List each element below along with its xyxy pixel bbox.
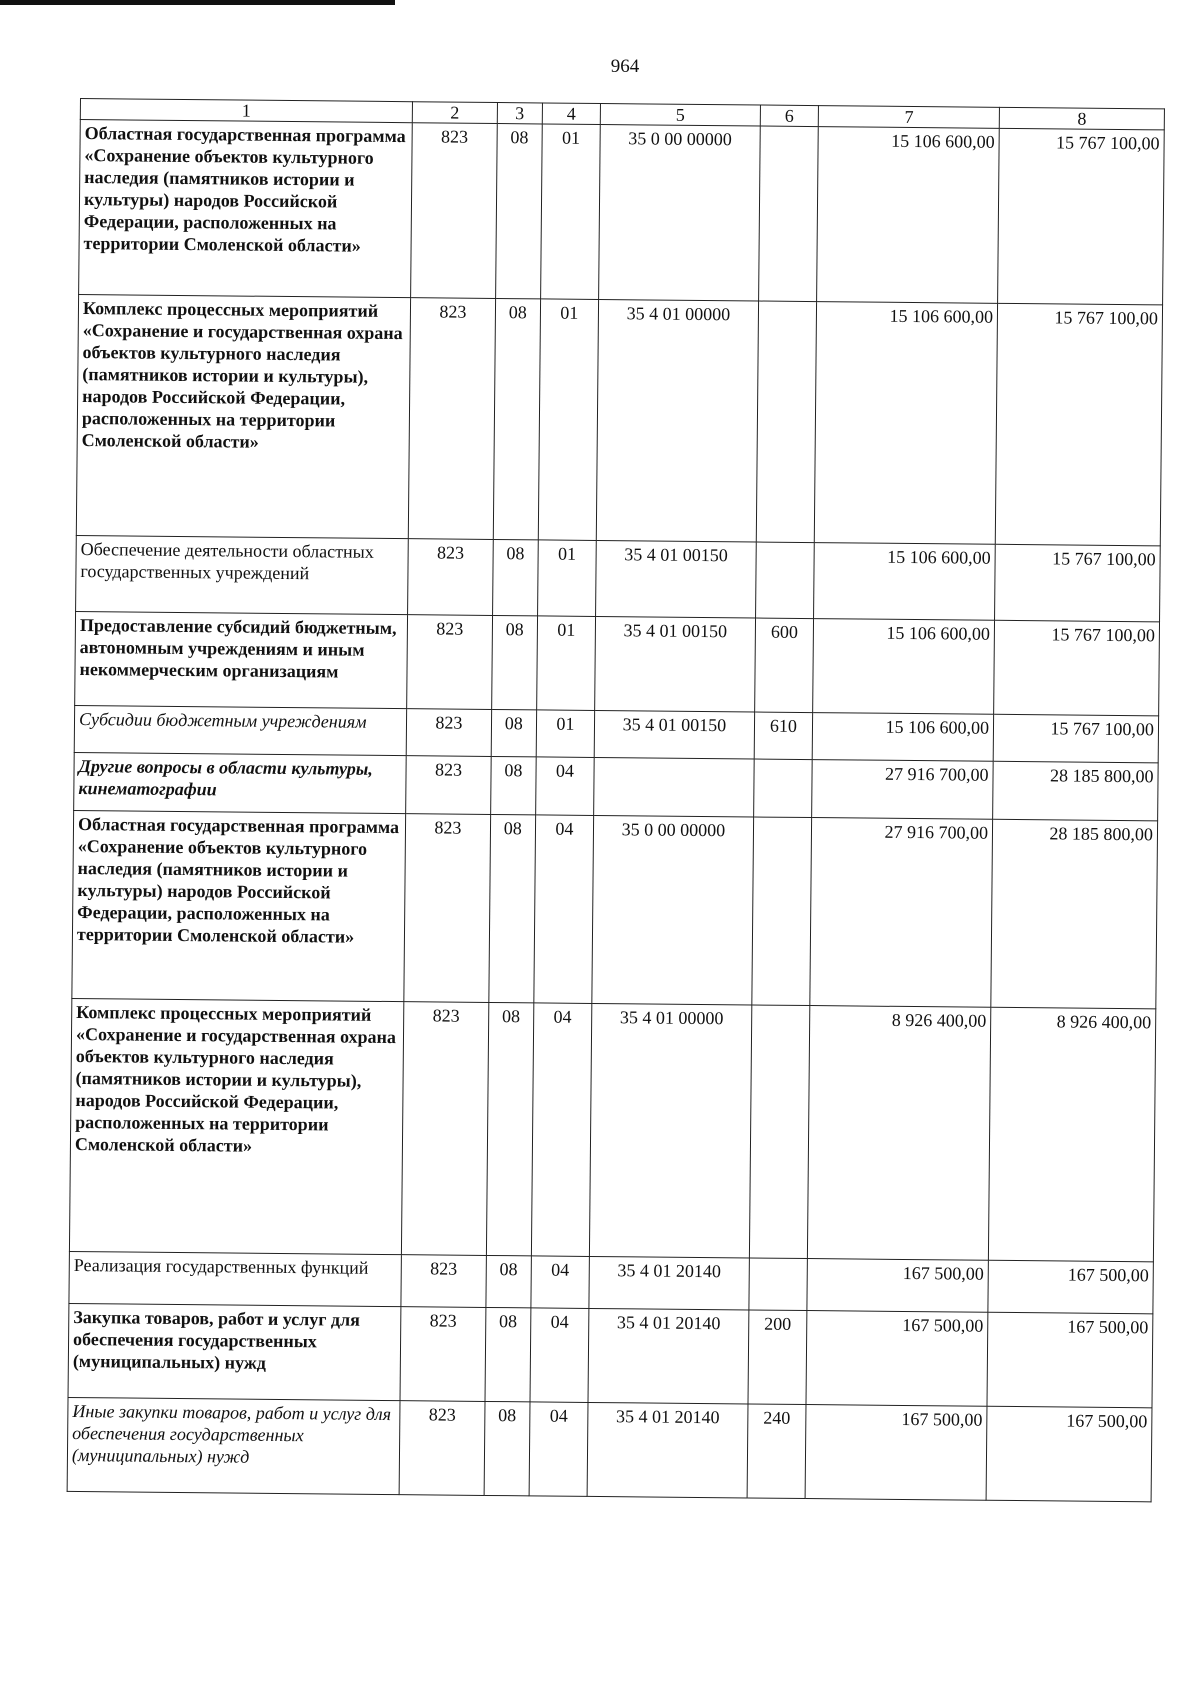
table-row (75, 611, 1160, 715)
cell-admin-code: 823 (401, 1255, 487, 1308)
cell-section: 08 (493, 298, 540, 539)
cell-section: 08 (491, 709, 536, 756)
row-name: Комплекс процессных мероприятий «Сохранение и государственная охрана объектов культурного наследия (памятников истории и культуры), народов Российской Федерации, расположенных на территории Смоленской области» (76, 294, 410, 538)
cell-subsection: 04 (533, 815, 593, 1004)
cell-target-article: 35 4 01 20140 (589, 1256, 749, 1310)
budget-table (67, 98, 1165, 1502)
cell-section: 08 (492, 615, 538, 709)
cell-section: 08 (491, 756, 536, 814)
cell-subsection: 01 (540, 124, 600, 300)
cell-target-article: 35 4 01 00000 (590, 1003, 752, 1258)
table-row (76, 535, 1161, 621)
cell-admin-code: 823 (404, 814, 491, 1003)
cell-target-article (594, 757, 754, 817)
cell-expense-type (749, 1258, 808, 1311)
cell-amount-col7: 15 106 600,00 (812, 713, 993, 762)
cell-expense-type (749, 1005, 810, 1259)
cell-admin-code: 823 (406, 756, 492, 815)
cell-admin-code: 823 (399, 1401, 485, 1496)
header-col-3: 3 (497, 103, 542, 124)
cell-amount-col8: 167 500,00 (988, 1260, 1153, 1314)
cell-amount-col7: 8 926 400,00 (808, 1006, 991, 1261)
header-col-5: 5 (600, 103, 760, 126)
row-name: Обеспечение деятельности областных государственных учреждений (76, 535, 409, 614)
row-name: Реализация государственных функций (69, 1251, 401, 1306)
cell-amount-col7: 167 500,00 (805, 1405, 987, 1501)
header-col-1: 1 (80, 99, 412, 123)
cell-target-article: 35 4 01 20140 (587, 1402, 747, 1498)
cell-admin-code: 823 (407, 615, 493, 710)
cell-amount-col8: 15 767 100,00 (998, 128, 1165, 305)
cell-section: 08 (496, 124, 542, 299)
cell-amount-col7: 15 106 600,00 (813, 619, 995, 715)
cell-target-article: 35 4 01 00000 (596, 299, 758, 542)
cell-amount-col7: 15 106 600,00 (814, 302, 997, 545)
cell-subsection: 04 (531, 1003, 592, 1257)
cell-amount-col8: 15 767 100,00 (995, 303, 1162, 546)
cell-expense-type (755, 542, 814, 619)
cell-admin-code: 823 (408, 298, 495, 540)
cell-amount-col8: 28 185 800,00 (991, 819, 1158, 1009)
cell-section: 08 (486, 1255, 531, 1307)
cell-amount-col7: 167 500,00 (806, 1311, 988, 1407)
row-name: Другие вопросы в области культуры, кинематографии (74, 752, 406, 813)
cell-target-article: 35 0 00 00000 (592, 815, 753, 1005)
table-row (67, 1397, 1152, 1501)
cell-target-article: 35 0 00 00000 (599, 124, 760, 301)
cell-admin-code: 823 (410, 123, 497, 299)
cell-expense-type: 200 (748, 1310, 807, 1405)
table-row (69, 998, 1155, 1261)
cell-admin-code: 823 (400, 1307, 486, 1402)
table-row (68, 1303, 1153, 1407)
cell-section: 08 (489, 814, 535, 1002)
row-name: Комплекс процессных мероприятий «Сохранение и государственная охрана объектов культурного наследия (памятников истории и культуры), народов Российской Федерации, расположенных на территории Смоленской области» (69, 998, 403, 1254)
cell-section: 08 (493, 539, 538, 615)
scan-edge-bar (0, 0, 395, 5)
cell-amount-col8: 8 926 400,00 (988, 1007, 1155, 1262)
cell-admin-code: 823 (407, 539, 493, 616)
cell-expense-type (752, 817, 812, 1006)
row-name: Областная государственная программа «Сохранение объектов культурного наследия (памятников истории и культуры) народов Российской Федерации, расположенных на территории Смоленской области» (79, 120, 413, 298)
cell-amount-col8: 15 767 100,00 (993, 714, 1158, 763)
cell-amount-col8: 15 767 100,00 (995, 544, 1161, 622)
row-name: Субсидии бюджетным учреждениям (74, 705, 406, 755)
cell-subsection: 04 (530, 1308, 589, 1403)
cell-target-article: 35 4 01 00150 (594, 710, 754, 759)
cell-subsection: 04 (529, 1402, 588, 1497)
cell-subsection: 01 (536, 710, 595, 758)
header-col-4: 4 (542, 103, 601, 125)
cell-amount-col8: 28 185 800,00 (993, 761, 1158, 821)
cell-amount-col7: 167 500,00 (807, 1259, 988, 1313)
table-row (74, 752, 1159, 820)
cell-amount-col8: 15 767 100,00 (994, 620, 1160, 716)
cell-amount-col7: 15 106 600,00 (817, 127, 1000, 304)
cell-section: 08 (484, 1401, 530, 1495)
header-col-7: 7 (818, 106, 999, 129)
cell-expense-type (753, 759, 812, 818)
cell-section: 08 (486, 1002, 533, 1255)
cell-expense-type (756, 301, 817, 543)
cell-expense-type: 600 (754, 618, 813, 713)
cell-admin-code: 823 (401, 1002, 489, 1256)
cell-subsection: 01 (536, 616, 595, 711)
header-col-2: 2 (412, 102, 497, 124)
cell-amount-col7: 15 106 600,00 (814, 543, 996, 621)
cell-target-article: 35 4 01 00150 (596, 540, 756, 618)
cell-expense-type (758, 126, 818, 302)
cell-amount-col7: 27 916 700,00 (810, 818, 993, 1008)
row-name: Иные закупки товаров, работ и услуг для обеспечения государственных (муниципальных) нужд (67, 1397, 400, 1494)
header-col-8: 8 (999, 107, 1164, 130)
cell-target-article: 35 4 01 00150 (595, 616, 755, 712)
row-name: Областная государственная программа «Сохранение объектов культурного наследия (памятников истории и культуры) народов Российской Федерации, расположенных на территории Смоленской области» (72, 810, 406, 1001)
header-col-6: 6 (760, 105, 819, 127)
cell-target-article: 35 4 01 20140 (588, 1308, 748, 1404)
table-row (72, 810, 1158, 1008)
cell-section: 08 (485, 1307, 531, 1401)
page-number: 964 (610, 56, 640, 77)
table-row (76, 294, 1162, 545)
cell-amount-col8: 167 500,00 (986, 1406, 1152, 1502)
cell-admin-code: 823 (406, 709, 492, 757)
cell-amount-col8: 167 500,00 (987, 1312, 1153, 1408)
row-name: Закупка товаров, работ и услуг для обеспечения государственных (муниципальных) нужд (68, 1303, 401, 1400)
table-row (79, 120, 1165, 305)
cell-subsection: 01 (538, 299, 599, 541)
row-name: Предоставление субсидий бюджетным, автономным учреждениям и иным некоммерческим организациям (75, 611, 408, 708)
cell-subsection: 04 (531, 1256, 590, 1309)
cell-amount-col7: 27 916 700,00 (812, 760, 993, 820)
cell-expense-type: 610 (754, 712, 813, 760)
cell-expense-type: 240 (747, 1404, 806, 1499)
cell-subsection: 04 (535, 757, 594, 816)
cell-subsection: 01 (537, 540, 596, 617)
